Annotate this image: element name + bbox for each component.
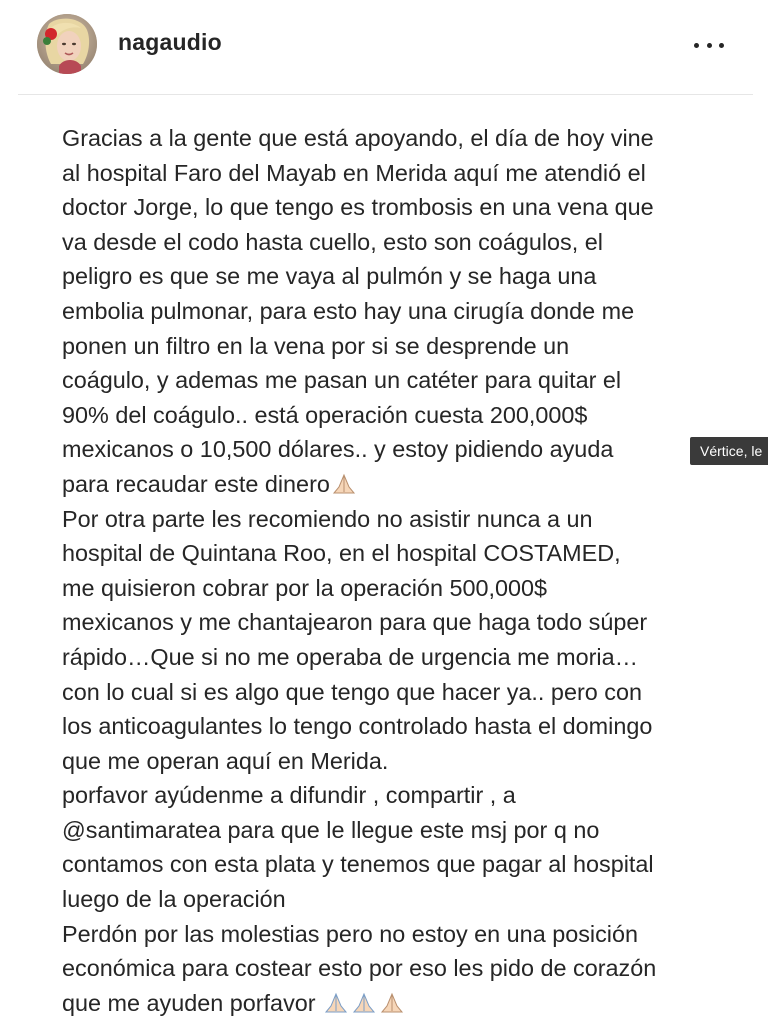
profile-photo-icon <box>37 14 97 74</box>
caption-text-4: Perdón por las molestias pero no estoy en una posición económica para costear esto por eso les pido de corazón que me ayuden porfavor <box>62 920 657 1016</box>
caption-text-1: Gracias a la gente que está apoyando, el día de hoy vine al hospital Faro del Mayab en Merida aquí me atendió el doctor Jorge, lo que tengo es trombosis en una vena que va desde el codo hasta cuello, esto son coágulos, el peligro es que se me vaya al pulmón y se haga una embolia pulmonar, para esto hay una cirugía donde me ponen un filtro en la vena por si se desprende un coágulo, y ademas me pasan un catéter para quitar el 90% del coágulo.. está operación cuesta 200,000$ mexicanos o 10,500 dólares.. y estoy pidiendo ayuda para recaudar este dinero <box>62 125 654 497</box>
praying-hands-icon <box>322 992 350 1014</box>
caption-paragraph-3 <box>62 778 752 916</box>
more-options-icon[interactable] <box>694 30 724 60</box>
caption-paragraph-4 <box>62 917 752 1020</box>
avatar[interactable] <box>37 14 97 74</box>
caption-text-3: porfavor ayúdenme a difundir , compartir , a @santimaratea para que le llegue este msj por q no contamos con esta plata y tenemos que pagar al hospital luego de la operación <box>62 782 654 913</box>
praying-hands-icon <box>330 473 358 495</box>
post-header <box>0 0 768 92</box>
username[interactable]: nagaudio <box>118 29 222 55</box>
header-divider <box>18 94 753 95</box>
caption-paragraph-1 <box>62 121 752 502</box>
tooltip: Vértice, le <box>690 437 768 465</box>
caption-paragraph-2: Por otra parte les recomiendo no asistir nunca a un hospital de Quintana Roo, en el hospital COSTAMED, me quisieron cobrar por la operación 500,000$ mexicanos y me chantajearon para que haga todo súper rápido…Que si no me operaba de urgencia me moria… con lo cual si es algo que tengo que hacer ya.. pero con los anticoagulantes lo tengo controlado hasta el domingo que me operan aquí en Merida. <box>62 505 653 774</box>
more-dot <box>694 43 699 48</box>
praying-hands-icon <box>350 992 378 1014</box>
more-dot <box>719 43 724 48</box>
more-dot <box>707 43 712 48</box>
post-caption <box>62 121 752 1020</box>
praying-hands-icon <box>378 992 406 1014</box>
